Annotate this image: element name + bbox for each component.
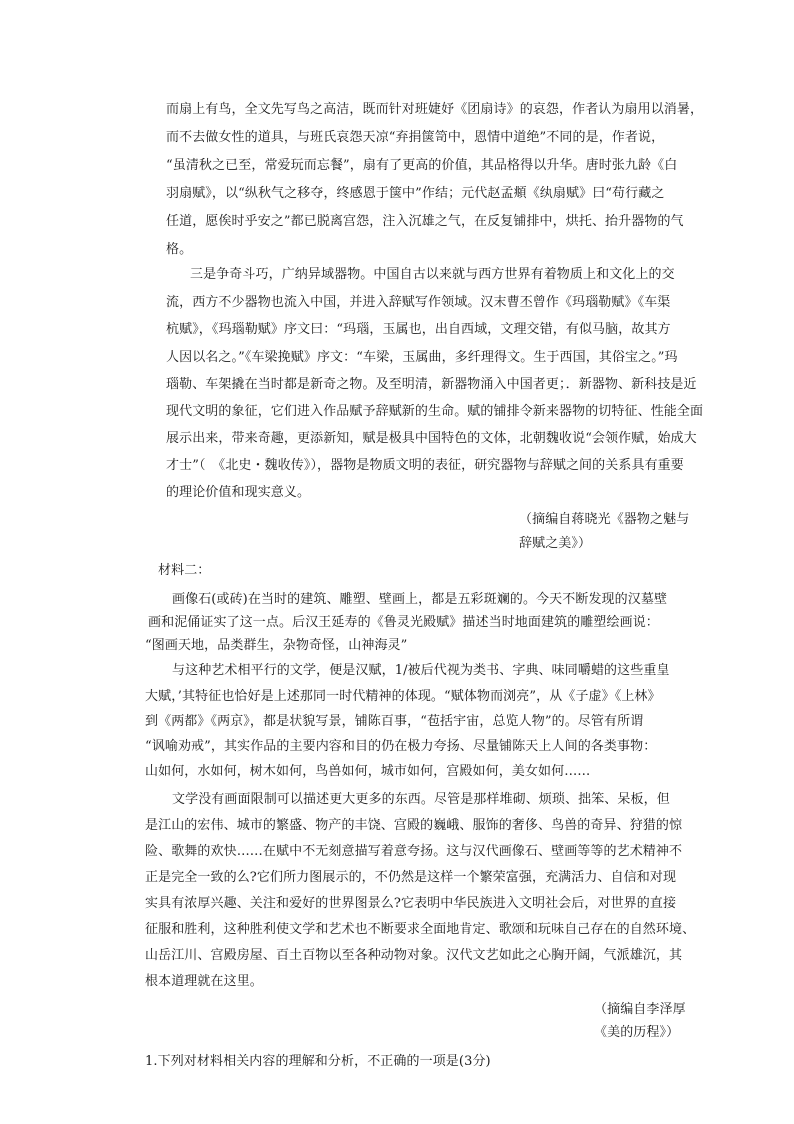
source-citation: 《美的历程》）: [594, 1025, 680, 1040]
paragraph-line: 险、歌舞的欢快……在赋中不无刻意描写着意夸扬。这与汉代画像石、壁画等等的艺术精神不: [145, 844, 683, 859]
paragraph-line: 征服和胜利，这种胜利使文学和艺术也不断要求全面地肯定、歌颂和玩味自己存在的自然环境、: [145, 922, 696, 937]
source-citation: （摘编自蒋晓光《器物之魅与: [519, 512, 690, 527]
paragraph-line: 大赋，’其特征也恰好是上述那同一时代精神的体现。“赋体物而浏亮”，从《子虚》《上林》: [145, 689, 661, 704]
paragraph-line: 现代文明的象征，它们进入作品赋予辞赋新的生命。赋的铺排令新来器物的切特征、性能全面: [166, 404, 704, 419]
paragraph-line: 文学没有画面限制可以描述更大更多的东西。尽管是那样堆砌、烦琐、拙笨、呆板，但: [172, 792, 670, 807]
paragraph-line: 与这种艺术相平行的文学，便是汉赋，1/被后代视为类书、字典、味同嚼蜡的这些重皇: [172, 663, 670, 678]
source-citation: （摘编自李泽厚: [594, 1002, 686, 1017]
paragraph-line: 三是争奇斗巧，广纳异域器物。中国自古以来就与西方世界有着物质上和文化上的交: [190, 267, 675, 282]
paragraph-line: 到《两都》《两京》，都是状貌写景，铺陈百事，“苞括宇宙，总览人物”的。尽管有所谓: [145, 714, 644, 729]
paragraph-line-tail: ；．新器物、新科技是近: [559, 377, 697, 392]
paragraph-line: 展示出来，带来奇趣，更添新知，赋是极具中国特色的文体，北朝魏收说“会领作赋，始成大: [166, 431, 697, 446]
paragraph-line: 才士”（ 《北史・魏收传》），器物是物质文明的表征，研究器物与辞赋之间的关系具有重要: [166, 458, 684, 473]
paragraph-line: 实具有浓厚兴趣、关注和爱好的世界图景么?它表明中华民族进入文明社会后，对世界的直接: [145, 896, 677, 911]
paragraph-line: 的理论价值和现实意义。: [166, 485, 311, 500]
paragraph-line: 正是完全一致的么?它们所力图展示的，不仍然是这样一个繁荣富强，充满活力、自信和对现: [145, 870, 677, 885]
paragraph-line: “虽清秋之已至，常爱玩而忘餐”，扇有了更高的价值，其品格得以升华。唐时张九龄《白: [166, 158, 678, 173]
paragraph-line: 羽扇赋》，以“纵秋气之移夺，终感恩于箧中”作结；元代赵孟頫《纨扇赋》曰“苟行藏之: [166, 186, 665, 201]
section-heading: 材料二：: [158, 563, 211, 578]
paragraph-line: 杭赋》，《玛瑙勒赋》序文曰：“玛瑙，玉属也，出自西域，文理交错，有似马脑，故其方: [166, 322, 671, 337]
question-stem: 1.下列对材料相关内容的理解和分析，不正确的一项是(3分): [145, 1054, 491, 1069]
paragraph-line: 山如何，水如何，树木如何，鸟兽如何，城市如何，宫殿如何，美女如何……: [145, 764, 591, 779]
paragraph-line: 画像石(或砖)在当时的建筑、雕塑、壁画上，都是五彩斑斓的。今天不断发现的汉墓壁: [172, 592, 668, 607]
paragraph-line: 而扇上有鸟，全文先写鸟之高洁，既而针对班婕妤《团扇诗》的哀怨，作者认为扇用以消暑，: [166, 102, 704, 117]
paragraph-line: 根本道理就在这里。: [145, 974, 263, 989]
paragraph-line: 画和泥俑证实了这一点。后汉王延寿的《鲁灵光殿赋》描述当时地面建筑的雕塑绘画说：: [148, 615, 659, 630]
paragraph-line: 而不去做女性的道具，与班氏哀怨天凉“弃捐箧笥中，恩情中道绝”不同的是，作者说，: [166, 130, 665, 145]
source-citation: 辞赋之美》）: [519, 536, 592, 551]
paragraph-line: 是江山的宏伟、城市的繁盛、物产的丰饶、宫殿的巍峨、服饰的奢侈、鸟兽的奇异、狩猎的惊: [145, 818, 683, 833]
paragraph-line: 流，西方不少器物也流入中国，并进入辞赋写作领域。汉末曹丕曾作《玛瑙勒赋》《车渠: [166, 295, 671, 310]
paragraph-line-head: 瑙勒、车架撬在当时都是新奇之物。及至明清，新器物涌入中国者更: [166, 377, 560, 392]
paragraph-line: 格。: [166, 242, 193, 257]
paragraph-line: “图画天地，品类群生，杂物奇怪，山神海灵”: [145, 638, 408, 653]
paragraph-line: 任道，愿俟时乎安之”都已脱离宫怨，注入沉雄之气，在反复铺排中，烘托、抬升器物的气: [166, 214, 684, 229]
paragraph-line: 山岳江川、宫殿房屋、百土百物以至各种动物对象。汉代文艺如此之心胸开阔，气派雄沉，其: [145, 948, 683, 963]
paragraph-line: [166, 376, 697, 394]
paragraph-line: “讽喻劝戒”，其实作品的主要内容和目的仍在极力夸扬、尽量铺陈天上人间的各类事物：: [145, 739, 657, 754]
paragraph-line: 人因以名之。”《车梁挽赋》序文：“车梁，玉属曲，多纤理得文。生于西国，其俗宝之。”玛: [166, 350, 678, 365]
